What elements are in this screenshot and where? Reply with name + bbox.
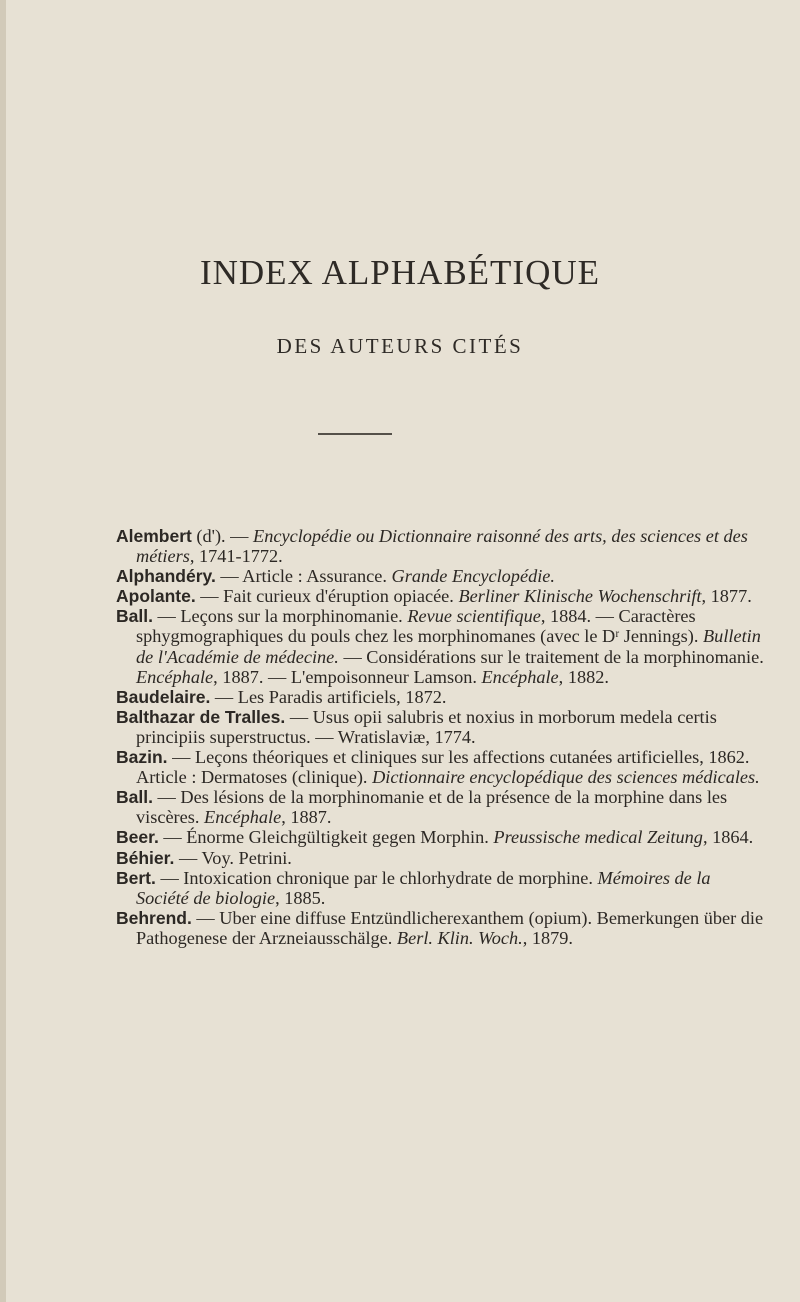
entry-text: — Caractères sphygmographiques du pouls chez les morphinomanes (avec le Dʳ Jennings). xyxy=(136,606,704,647)
index-entry xyxy=(116,908,766,948)
entry-date: , 1882. xyxy=(558,666,609,687)
entry-text: — Des lésions de la morphinomanie et de la présence de la morphine dans les viscères. xyxy=(136,787,728,828)
entry-date: , 1879. xyxy=(522,927,573,948)
entry-work: Berl. Klin. Woch. xyxy=(396,927,523,948)
entry-author: Ball. xyxy=(116,787,153,808)
entry-text: — Intoxication chronique par le chlorhydrate de morphine. xyxy=(155,867,598,888)
entry-date: , 1887. xyxy=(213,666,264,687)
index-entry xyxy=(116,827,766,847)
entry-text: — Article : Assurance. xyxy=(215,566,392,587)
entry-author: Baudelaire. xyxy=(116,686,211,707)
entry-date: , 1885. xyxy=(275,887,326,908)
entry-work: Dictionnaire encyclopédique des sciences médicales. xyxy=(372,767,760,788)
entry-author: Alembert xyxy=(116,526,192,546)
entry-work: Preussische medical Zeitung xyxy=(493,827,703,848)
entry-author: Béhier. xyxy=(116,847,175,868)
entry-text: — Voy. Petrini. xyxy=(174,847,292,868)
entry-text: (d'). — xyxy=(191,526,254,546)
index-entries xyxy=(116,526,766,948)
page-title: INDEX ALPHABÉTIQUE xyxy=(199,253,601,292)
entry-text: — Usus opii salubris et noxius in morborum medela certis principiis superstructus. — Wratislaviæ, 1774. xyxy=(136,706,717,747)
title-rule xyxy=(318,433,392,435)
index-entry xyxy=(116,526,766,566)
entry-text: — L'empoisonneur Lamson. xyxy=(263,666,482,687)
entry-author: Apolante. xyxy=(116,586,196,607)
index-entry xyxy=(116,687,766,707)
entry-work: Encéphale xyxy=(204,807,282,828)
entry-work: Berliner Klinische Wochenschrift xyxy=(458,586,702,607)
entry-text: — Considérations sur le traitement de la morphinomanie. xyxy=(338,646,764,667)
index-entry xyxy=(116,848,766,868)
entry-author: Balthazar de Tralles. xyxy=(116,706,286,727)
entry-author: Behrend. xyxy=(116,907,192,928)
entry-text: — Les Paradis artificiels, 1872. xyxy=(210,686,447,707)
entry-date: , 1877. xyxy=(701,586,752,607)
entry-work: Encyclopédie ou Dictionnaire raisonné des arts, des sciences et des métiers xyxy=(136,526,748,567)
entry-text: — Leçons théoriques et cliniques sur les affections cutanées artificielles, 1862. Article : Dermatoses (clinique). xyxy=(136,747,750,788)
entry-author: Bert. xyxy=(116,867,156,888)
entry-author: Beer. xyxy=(116,827,159,848)
index-entry xyxy=(116,566,766,586)
entry-date: , 1884. xyxy=(540,606,592,627)
index-entry xyxy=(116,747,766,787)
entry-author: Bazin. xyxy=(116,747,168,768)
entry-work: Grande Encyclopédie. xyxy=(391,566,555,587)
page-subtitle: DES AUTEURS CITÉS xyxy=(276,334,524,358)
entry-date: , 1864. xyxy=(702,827,754,848)
entry-author: Alphandéry. xyxy=(116,566,216,587)
index-entry xyxy=(116,707,766,747)
index-entry xyxy=(116,606,766,686)
entry-author: Ball. xyxy=(116,606,153,627)
entry-work: Encéphale xyxy=(481,666,559,687)
entry-work: Bulletin de l'Académie de médecine. xyxy=(136,626,761,667)
page-edge xyxy=(0,0,6,1302)
index-entry xyxy=(116,586,766,606)
entry-work: Encéphale xyxy=(136,666,214,687)
entry-work: Revue scientifique xyxy=(407,606,541,627)
entry-text: — Leçons sur la morphinomanie. xyxy=(152,606,408,627)
entry-text: — Énorme Gleichgültigkeit gegen Morphin. xyxy=(158,827,494,848)
index-entry xyxy=(116,868,766,908)
entry-date: , 1741-1772. xyxy=(189,546,283,567)
entry-text: — Uber eine diffuse Entzündlicherexanthem (opium). Bemerkungen über die Pathogenese der Arzneiausschälge. xyxy=(136,907,764,948)
entry-date: , 1887. xyxy=(281,807,332,828)
entry-work: Mémoires de la Société de biologie xyxy=(136,867,711,908)
index-entry xyxy=(116,787,766,827)
entry-text: — Fait curieux d'éruption opiacée. xyxy=(195,586,459,607)
